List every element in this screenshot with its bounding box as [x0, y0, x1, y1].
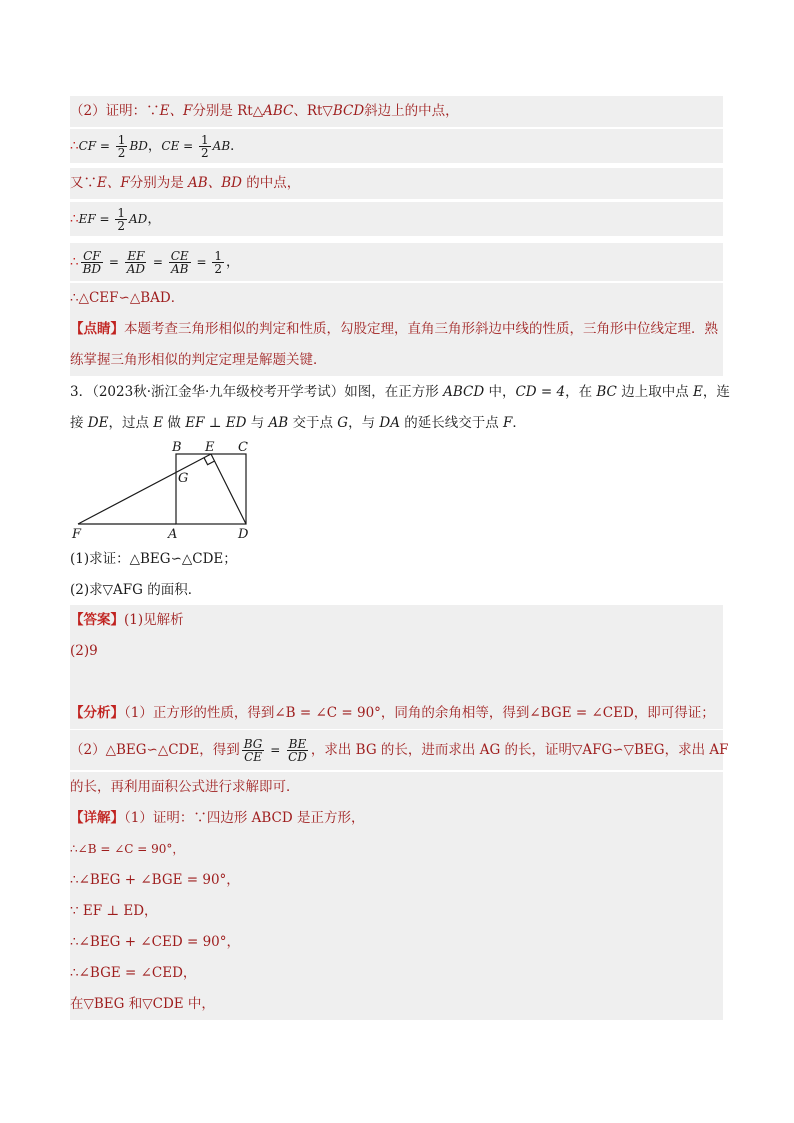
fraction-num: BG [243, 737, 263, 751]
fraction [286, 738, 309, 763]
analysis-line-1 [70, 698, 723, 729]
label-f: F [72, 527, 82, 542]
stem-var: BC [596, 384, 617, 400]
proof-var: BCD [332, 103, 365, 119]
detail-line-1 [70, 803, 723, 834]
therefore-symbol: ∴ [70, 211, 79, 227]
question-text: (1)求证：△BEG∽△CDE； [70, 551, 237, 567]
math-var: BD [129, 139, 148, 153]
detail-text: ∴∠BGE = ∠CED， [70, 965, 197, 981]
analysis-text: （2）△BEG∽△CDE，得到 [70, 742, 240, 758]
fraction-den: BD [82, 262, 102, 276]
stem-var: E [693, 384, 703, 400]
proof-line-4 [70, 202, 723, 236]
stem-var: DA [379, 415, 400, 431]
fraction-den: 2 [214, 262, 222, 276]
answer-text: (1)见解析 [124, 612, 184, 628]
stem-text: ，与 [348, 415, 380, 431]
question-1 [70, 544, 723, 575]
math-sep: ． [230, 138, 244, 154]
stem-text: 的延长线交于点 [399, 415, 504, 431]
label-b: B [172, 440, 182, 455]
detail-tag: 【详解】 [70, 810, 124, 826]
stem-var: EF ⊥ ED [185, 415, 247, 431]
stem-var: AB [268, 415, 289, 431]
analysis-line-3 [70, 772, 723, 803]
comment-text: 练掌握三角形相似的判定定理是解题关键． [70, 352, 327, 368]
blank-line [70, 667, 723, 698]
square-abcd [176, 454, 246, 524]
detail-line-4 [70, 896, 723, 927]
math-sep: ， [147, 211, 161, 227]
detail-text: 在▽BEG 和▽CDE 中， [70, 996, 215, 1012]
label-d: D [238, 527, 249, 542]
detail-line-2 [70, 834, 723, 865]
analysis-line-2 [70, 730, 729, 770]
problem3-stem-2 [70, 408, 723, 439]
math-op: = [105, 255, 123, 269]
fraction [115, 207, 127, 232]
proof-text: 的中点， [241, 175, 301, 191]
stem-text: 做 [163, 415, 186, 431]
stem-text: ，过点 [108, 415, 154, 431]
analysis-text: ，求出 BG 的长，进而求出 AG 的长，证明▽AFG∽▽BEG，求出 AF [310, 742, 729, 758]
stem-text: 接 [70, 415, 88, 431]
detail-text: ∴∠BEG + ∠BGE = 90°， [70, 872, 240, 888]
proof-line-5: ∴ $\frac{CF}{BD}$ = $\frac{EF}{AD}$ = $\frac{CE}{AB}$ = $\frac{1}{2}$ ， [70, 243, 723, 281]
segment-fe [78, 454, 211, 524]
math-var: AD [129, 212, 148, 226]
math-op: = [95, 212, 114, 226]
fraction [116, 134, 128, 159]
problem3-stem-1 [70, 377, 730, 408]
stem-text: ，在 [565, 384, 597, 400]
stem-var: ABCD [443, 384, 485, 400]
fraction [199, 134, 211, 159]
therefore-symbol: ∴ [70, 254, 79, 270]
proof-text: 分别为是 [129, 175, 189, 191]
fraction-den: AD [126, 262, 146, 276]
stem-text: ，连 [702, 384, 730, 400]
stem-var: F [503, 415, 513, 431]
fraction-den: 2 [201, 146, 209, 160]
analysis-text: （1）正方形的性质，得到∠B = ∠C = 90°，同角的余角相等，得到∠BGE = ∠CED，即可得证； [124, 705, 715, 721]
detail-line-5 [70, 927, 723, 958]
stem-text: ． [512, 415, 526, 431]
answer-line-2 [70, 636, 723, 667]
proof-text: 分别是 Rt△ [192, 103, 264, 119]
label-e: E [205, 440, 215, 455]
stem-text: 中， [484, 384, 516, 400]
comment-tag: 【点睛】 [70, 321, 124, 337]
math-op: = [266, 743, 285, 757]
comment-line-2 [70, 345, 723, 376]
detail-line-3 [70, 865, 723, 896]
proof-line-2: ∴CF = $\frac{1}{2}$ BD，CE = $\frac{1}{2}$ AB． [70, 129, 723, 163]
proof-var: E、F [159, 103, 193, 119]
proof-line-3 [70, 168, 723, 199]
proof-text: （2）证明：∵ [70, 103, 160, 119]
fraction-num: 1 [214, 249, 222, 263]
proof-conclusion: ∴△CEF∽△BAD． [70, 290, 185, 306]
answer-text: (2)9 [70, 643, 98, 659]
analysis-text: 的长，再利用面积公式进行求解即可． [70, 779, 300, 795]
math-sep: ， [147, 138, 162, 154]
proof-var: AB、BD [188, 175, 242, 191]
analysis-tag: 【分析】 [70, 705, 124, 721]
fraction-num: BE [288, 737, 307, 751]
math-sep: ， [226, 254, 240, 270]
fraction-den: 2 [117, 219, 126, 233]
stem-text: 与 [246, 415, 269, 431]
question-2 [70, 575, 723, 606]
stem-text: 3．（2023秋·浙江金华·九年级校考开学考试）如图，在正方形 [70, 384, 444, 400]
math-var: EF [78, 212, 96, 226]
fraction-den: 2 [117, 146, 126, 160]
math-var: CE [161, 139, 180, 153]
fraction-num: CF [83, 249, 101, 263]
fraction-num: CE [170, 249, 189, 263]
fraction [169, 250, 191, 275]
fraction-den: AB [170, 262, 189, 276]
fraction-den: CE [244, 750, 263, 764]
segment-ed [211, 454, 246, 524]
proof-text: 、Rt▽ [293, 103, 333, 119]
fraction-den: CD [288, 750, 307, 764]
stem-text: 边上取中点 [616, 384, 693, 400]
fraction-num: 1 [117, 133, 126, 147]
comment-text: 本题考查三角形相似的判定和性质，勾股定理，直角三角形斜边中线的性质，三角形中位线定理．熟 [124, 321, 718, 337]
fraction-num: EF [127, 249, 145, 263]
math-var: CF [78, 139, 97, 153]
stem-var: DE [87, 415, 109, 431]
proof-var: ABC [263, 103, 294, 119]
detail-line-6 [70, 958, 723, 989]
stem-var: CD = 4 [515, 384, 566, 400]
proof-line-1 [70, 96, 723, 127]
fraction-num: 1 [117, 206, 126, 220]
detail-text: ∵ EF ⊥ ED， [70, 903, 158, 919]
proof-var: E、F [97, 175, 130, 191]
label-g: G [178, 471, 189, 486]
label-c: C [238, 440, 248, 455]
comment-line-1 [70, 314, 723, 345]
detail-line-7 [70, 989, 723, 1020]
detail-text: ∴∠B = ∠C = 90°， [70, 842, 185, 856]
stem-var: G [337, 415, 349, 431]
math-op: = [96, 139, 114, 153]
fraction [242, 738, 265, 763]
fraction [125, 250, 147, 275]
answer-line-1 [70, 605, 723, 636]
question-text: (2)求▽AFG 的面积． [70, 582, 202, 598]
proof-line-6 [70, 283, 723, 314]
stem-var: E [153, 415, 164, 431]
fraction [81, 250, 103, 275]
answer-tag: 【答案】 [70, 612, 124, 628]
fraction [212, 250, 224, 275]
proof-text: 又∵ [70, 175, 97, 191]
detail-text: ∴∠BEG + ∠CED = 90°， [70, 934, 240, 950]
stem-text: 交于点 [288, 415, 338, 431]
geometry-figure [70, 438, 260, 542]
therefore-symbol: ∴ [70, 138, 79, 154]
math-var: AB [212, 139, 231, 153]
proof-text: 斜边上的中点， [364, 103, 459, 119]
detail-text: （1）证明：∵四边形 ABCD 是正方形， [124, 810, 365, 826]
label-a: A [168, 527, 178, 542]
fraction-num: 1 [201, 133, 209, 147]
